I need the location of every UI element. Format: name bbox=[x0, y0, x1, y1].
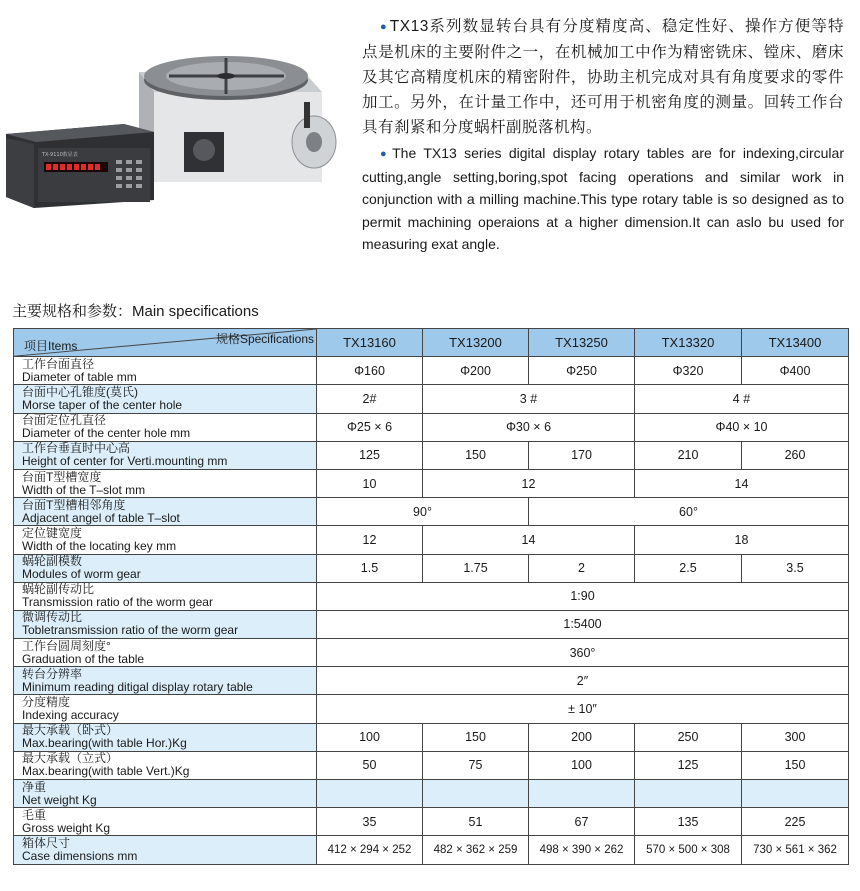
cell: 225 bbox=[742, 808, 849, 836]
cell: 482 × 362 × 259 bbox=[423, 836, 529, 864]
cell: 150 bbox=[423, 441, 529, 469]
table-row bbox=[14, 751, 849, 779]
cell: Φ30 × 6 bbox=[423, 413, 635, 441]
device-label: TX-9110数显表 bbox=[42, 152, 78, 158]
intro bbox=[362, 14, 844, 256]
row-label: 箱体尺寸 Case dimensions mm bbox=[14, 836, 317, 864]
table-row bbox=[14, 723, 849, 751]
row-label: 蜗轮副传动比 Transmission ratio of the worm gear bbox=[14, 582, 317, 610]
cell: 200 bbox=[529, 723, 635, 751]
cell: 2″ bbox=[317, 667, 849, 695]
cell: 125 bbox=[635, 751, 742, 779]
cell: Φ160 bbox=[317, 357, 423, 385]
table-row bbox=[14, 667, 849, 695]
cell: 51 bbox=[423, 808, 529, 836]
cell: Φ320 bbox=[635, 357, 742, 385]
cell: 18 bbox=[635, 526, 849, 554]
cell: 35 bbox=[317, 808, 423, 836]
cell: 3.5 bbox=[742, 554, 849, 582]
header-specifications: 规格Specifications bbox=[215, 332, 314, 346]
cell: 12 bbox=[423, 469, 635, 497]
table-row bbox=[14, 808, 849, 836]
row-label: 台面T型槽相邻角度 Adjacent angel of table T–slot bbox=[14, 498, 317, 526]
cell: 360° bbox=[317, 639, 849, 667]
cell: 150 bbox=[742, 751, 849, 779]
table-row bbox=[14, 441, 849, 469]
cell: 260 bbox=[742, 441, 849, 469]
row-label: 转台分辨率 Minimum reading ditigal display rotary table bbox=[14, 667, 317, 695]
cell: 67 bbox=[529, 808, 635, 836]
row-label: 毛重 Gross weight Kg bbox=[14, 808, 317, 836]
row-label: 工作台圆周刻度° Graduation of the table bbox=[14, 639, 317, 667]
cell: 1:90 bbox=[317, 582, 849, 610]
table-row bbox=[14, 357, 849, 385]
cell: 60° bbox=[529, 498, 849, 526]
cell: 412 × 294 × 252 bbox=[317, 836, 423, 864]
row-label: 最大承载（立式） Max.bearing(with table Vert.)Kg bbox=[14, 751, 317, 779]
header-model: TX13250 bbox=[529, 329, 635, 357]
table-row bbox=[14, 780, 849, 808]
header-model: TX13400 bbox=[742, 329, 849, 357]
table-row bbox=[14, 695, 849, 723]
row-label: 分度精度 Indexing accuracy bbox=[14, 695, 317, 723]
cell: 150 bbox=[423, 723, 529, 751]
cell: 14 bbox=[635, 469, 849, 497]
cell: 210 bbox=[635, 441, 742, 469]
cell: 14 bbox=[423, 526, 635, 554]
table-row bbox=[14, 469, 849, 497]
cell: 2 bbox=[529, 554, 635, 582]
table-row bbox=[14, 385, 849, 413]
table-row bbox=[14, 413, 849, 441]
intro-cn: ● TX13系列数显转台具有分度精度高、稳定性好、操作方便等特点是机床的主要附件之一，在机械加工中作为精密铣床、镗床、磨床及其它高精度机床的精密附件，协助主机完成对具有角度要求的零件加工。另外，在计量工作中，还可用于机密角度的测量。回转工作台具有刹紧和分度蜗杆副脱落机构。 bbox=[362, 18, 844, 136]
header-model: TX13320 bbox=[635, 329, 742, 357]
row-label: 定位键宽度 Width of the locating key mm bbox=[14, 526, 317, 554]
row-label: 工作台垂直时中心高 Height of center for Verti.mounting mm bbox=[14, 441, 317, 469]
row-label: 工作台面直径 Diameter of table mm bbox=[14, 357, 317, 385]
header-corner bbox=[14, 329, 317, 357]
table-header bbox=[14, 329, 849, 357]
row-label: 微调传动比 Tobletransmission ratio of the worm gear bbox=[14, 610, 317, 638]
table-row bbox=[14, 836, 849, 864]
cell: 10 bbox=[317, 469, 423, 497]
bullet-icon: ● bbox=[380, 148, 391, 160]
cell: 2.5 bbox=[635, 554, 742, 582]
cell bbox=[635, 780, 742, 808]
cell: 170 bbox=[529, 441, 635, 469]
cell: 730 × 561 × 362 bbox=[742, 836, 849, 864]
cell: 90° bbox=[317, 498, 529, 526]
cell: 100 bbox=[317, 723, 423, 751]
cell bbox=[529, 780, 635, 808]
cell: 570 × 500 × 308 bbox=[635, 836, 742, 864]
cell: Φ200 bbox=[423, 357, 529, 385]
product-photo bbox=[4, 32, 344, 208]
cell: 125 bbox=[317, 441, 423, 469]
cell: ± 10″ bbox=[317, 695, 849, 723]
cell: 12 bbox=[317, 526, 423, 554]
cell: Φ25 × 6 bbox=[317, 413, 423, 441]
cell: 1.5 bbox=[317, 554, 423, 582]
row-label: 台面中心孔锥度(莫氏) Morse taper of the center hole bbox=[14, 385, 317, 413]
cell: 300 bbox=[742, 723, 849, 751]
cell: 75 bbox=[423, 751, 529, 779]
cell bbox=[317, 780, 423, 808]
cell bbox=[423, 780, 529, 808]
cell: 1:5400 bbox=[317, 610, 849, 638]
row-label: 台面T型槽宽度 Width of the T–slot mm bbox=[14, 469, 317, 497]
cell: Φ400 bbox=[742, 357, 849, 385]
header-model: TX13200 bbox=[423, 329, 529, 357]
header-model: TX13160 bbox=[317, 329, 423, 357]
table-row bbox=[14, 639, 849, 667]
table-row bbox=[14, 610, 849, 638]
cell bbox=[742, 780, 849, 808]
table-row bbox=[14, 498, 849, 526]
cell: Φ250 bbox=[529, 357, 635, 385]
bullet-icon: ● bbox=[380, 21, 388, 33]
cell: 100 bbox=[529, 751, 635, 779]
row-label: 蜗轮副模数 Modules of worm gear bbox=[14, 554, 317, 582]
cell: 3 # bbox=[423, 385, 635, 413]
cell: 1.75 bbox=[423, 554, 529, 582]
cell: 4 # bbox=[635, 385, 849, 413]
cell: Φ40 × 10 bbox=[635, 413, 849, 441]
cell: 135 bbox=[635, 808, 742, 836]
spec-table bbox=[13, 328, 849, 865]
cell: 250 bbox=[635, 723, 742, 751]
table-row bbox=[14, 554, 849, 582]
table-row bbox=[14, 526, 849, 554]
intro-en: ● The TX13 series digital display rotary tables are for indexing,circular cutting,angle setting,boring,spot facing operations and similar work in conjunction with a milling machine.This type rotary table is so designed as to permit machining operaions at a higher dimension.It can aslo bu used for measuring exat angle. bbox=[362, 145, 844, 253]
row-label: 台面定位孔直径 Diameter of the center hole mm bbox=[14, 413, 317, 441]
cell: 2# bbox=[317, 385, 423, 413]
spec-title: 主要规格和参数：Main specifications bbox=[12, 303, 259, 320]
cell: 50 bbox=[317, 751, 423, 779]
header-items: 项目Items bbox=[24, 339, 78, 354]
table-row bbox=[14, 582, 849, 610]
cell: 498 × 390 × 262 bbox=[529, 836, 635, 864]
row-label: 净重 Net weight Kg bbox=[14, 780, 317, 808]
row-label: 最大承载（卧式） Max.bearing(with table Hor.)Kg bbox=[14, 723, 317, 751]
